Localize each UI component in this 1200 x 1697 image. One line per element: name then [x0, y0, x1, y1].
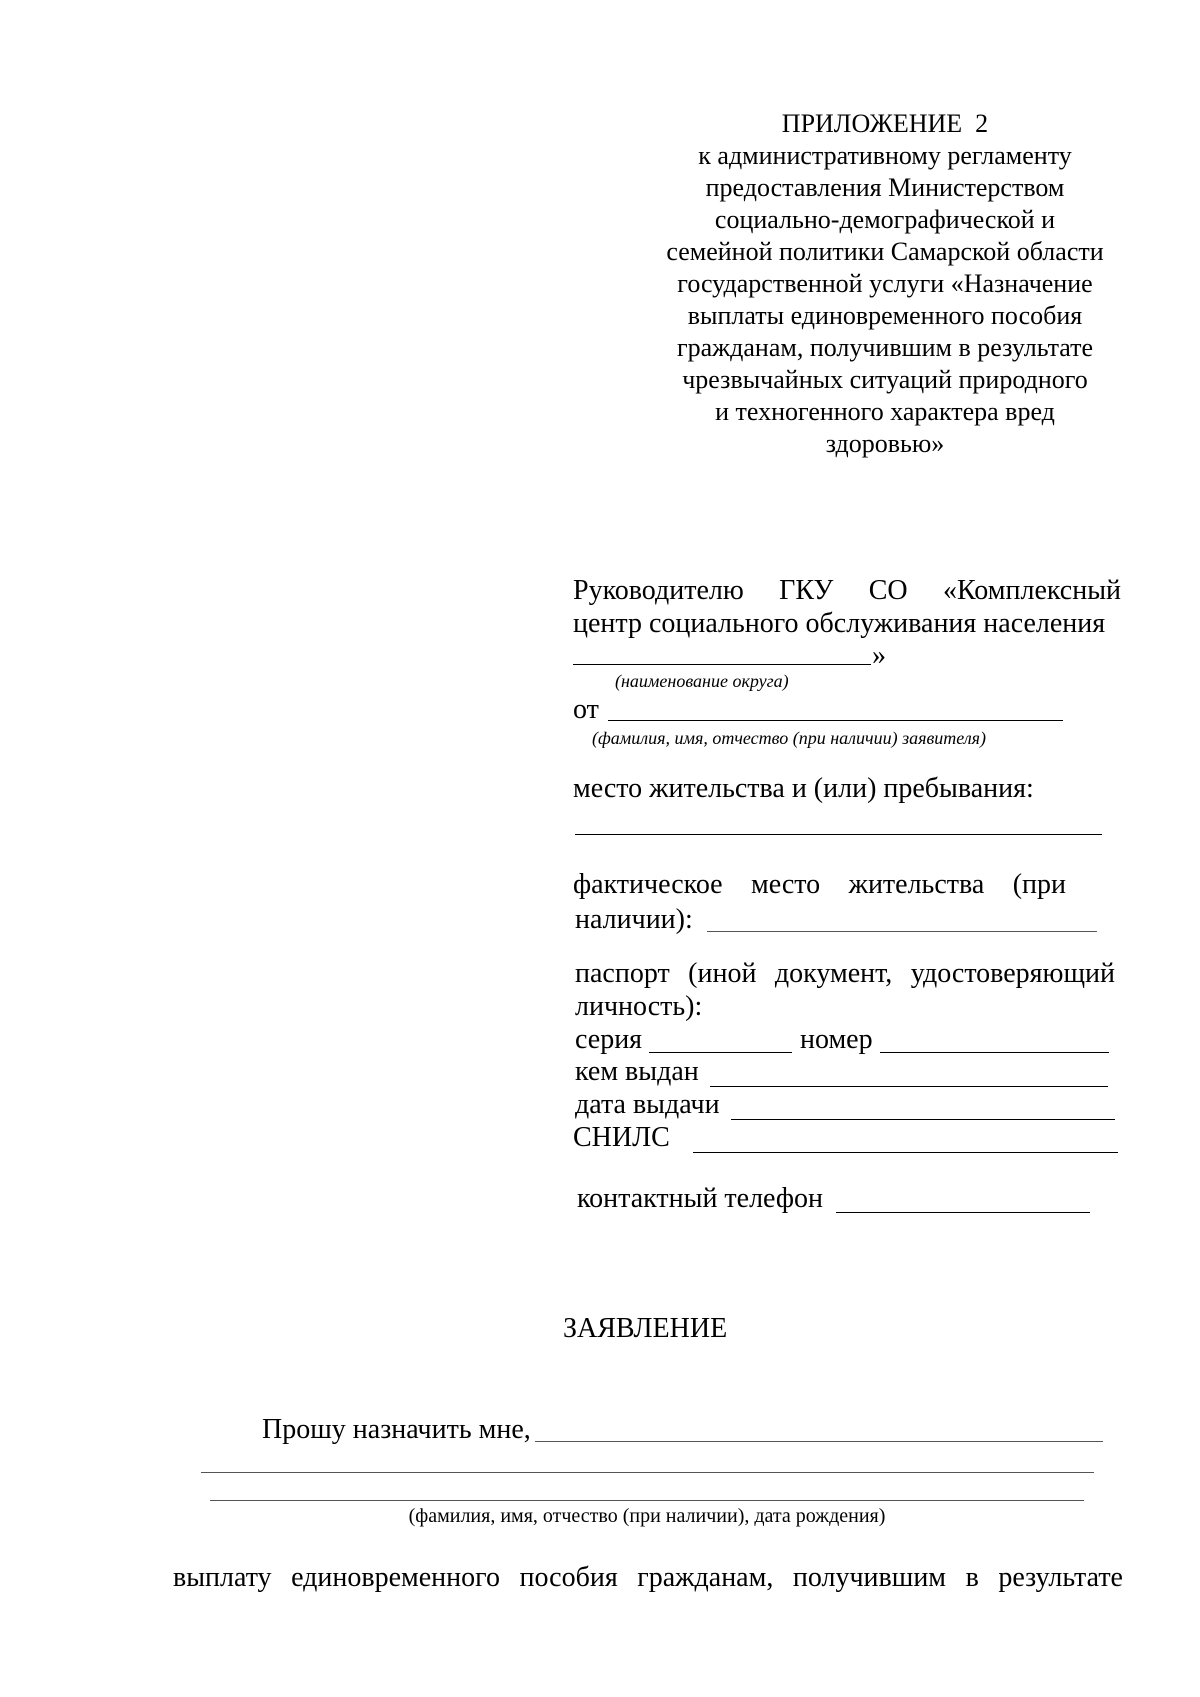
addressee-line-2: центр социального обслуживания населения	[573, 608, 1106, 639]
residence-label: место жительства и (или) пребывания:	[573, 773, 1034, 804]
appendix-line: государственной услуги «Назначение	[677, 269, 1093, 298]
number-field[interactable]	[880, 1052, 1109, 1053]
district-caption: (наименование округа)	[615, 671, 789, 691]
issue-date-label: дата выдачи	[575, 1089, 720, 1120]
appendix-line: гражданам, получившим в результате	[676, 333, 1094, 362]
issued-by-label: кем выдан	[575, 1056, 699, 1087]
request-field-1[interactable]	[535, 1441, 1103, 1442]
applicant-name-field[interactable]	[608, 720, 1063, 721]
phone-field[interactable]	[836, 1212, 1090, 1213]
appendix-line: здоровью»	[825, 429, 945, 458]
person-caption: (фамилия, имя, отчество (при наличии), дата рождения)	[408, 1505, 886, 1527]
snils-label: СНИЛС	[573, 1122, 670, 1153]
issued-by-field[interactable]	[710, 1086, 1108, 1087]
appendix-line: чрезвычайных ситуаций природного	[682, 365, 1088, 394]
actual-residence-line-2: наличии):	[575, 904, 693, 935]
applicant-caption: (фамилия, имя, отчество (при наличии) заявителя)	[592, 728, 987, 748]
actual-residence-line-1: фактическое место жительства (при	[573, 869, 1066, 900]
appendix-line: социально-демографической и	[714, 205, 1056, 234]
appendix-line: к административному регламенту	[698, 141, 1072, 170]
appendix-line: и техногенного характера вред	[715, 397, 1055, 426]
issue-date-field[interactable]	[731, 1119, 1115, 1120]
passport-line-2: личность):	[575, 991, 703, 1022]
number-label: номер	[800, 1024, 873, 1055]
request-field-2[interactable]	[201, 1472, 1094, 1473]
appendix-line: семейной политики Самарской области	[666, 237, 1104, 266]
residence-field[interactable]	[575, 834, 1102, 835]
actual-residence-field[interactable]	[707, 931, 1097, 932]
statement-body-line: выплату единовременного пособия гражданам, получившим в результате	[173, 1562, 1123, 1593]
series-label: серия	[575, 1024, 643, 1055]
appendix-block	[600, 108, 1170, 460]
appendix-line: предоставления Министерством	[705, 173, 1065, 202]
passport-line-1: паспорт (иной документ, удостоверяющий	[575, 958, 1115, 989]
appendix-title: ПРИЛОЖЕНИЕ 2	[781, 109, 989, 138]
addressee-line-1: Руководителю ГКУ СО «Комплексный	[573, 575, 1121, 606]
appendix-line: выплаты единовременного пособия	[687, 301, 1083, 330]
snils-field[interactable]	[693, 1152, 1118, 1153]
district-close-quote: »	[872, 640, 886, 671]
district-field[interactable]	[573, 664, 871, 665]
from-label: от	[573, 694, 599, 725]
phone-label: контактный телефон	[577, 1183, 823, 1214]
statement-heading: ЗАЯВЛЕНИЕ	[563, 1313, 728, 1344]
series-field[interactable]	[649, 1052, 792, 1053]
request-field-3[interactable]	[210, 1500, 1084, 1501]
request-prefix: Прошу назначить мне,	[262, 1414, 531, 1445]
